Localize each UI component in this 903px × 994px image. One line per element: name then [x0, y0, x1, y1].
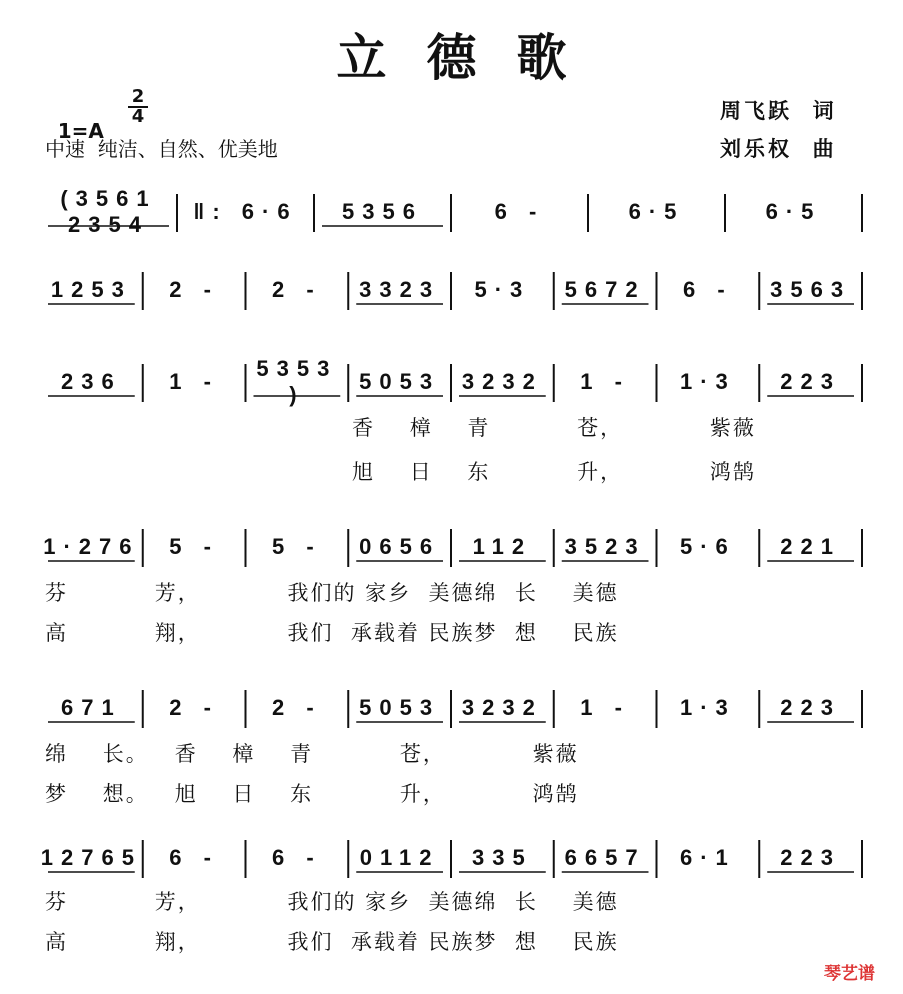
time-sig-denominator: 4: [128, 106, 148, 126]
measure: 671: [61, 695, 122, 720]
measure: 236: [61, 369, 122, 394]
measure: 1·276: [43, 534, 140, 559]
song-title: 立德歌: [336, 28, 607, 87]
measure: 1253: [50, 277, 132, 302]
measure: 0656: [359, 534, 441, 559]
time-signature: [128, 88, 148, 126]
measure: 5356: [342, 199, 423, 224]
measure: 3323: [359, 277, 441, 302]
measure: 12765: [40, 845, 142, 870]
measure: 6 -: [169, 845, 219, 870]
measure: 5·6: [679, 534, 736, 559]
measure: 5053: [359, 369, 441, 394]
measure: 1 -: [580, 695, 630, 720]
measure: 6·5: [765, 199, 822, 224]
lyric-verse-1: 绵 长。 香 樟 青 苍， 紫薇: [45, 742, 579, 766]
key-label: 1=A: [57, 119, 104, 143]
lyric-verse-1: 芬 芳， 我们的 家乡 美德绵 长 美德: [45, 581, 619, 605]
measure: 6657: [564, 845, 646, 870]
lyric-verse-1: 芬 芳， 我们的 家乡 美德绵 长 美德: [45, 890, 619, 914]
measure: 1 -: [169, 369, 219, 394]
measure: 112: [472, 534, 533, 559]
measure: 3232: [461, 369, 543, 394]
measure: 5053: [359, 695, 441, 720]
time-sig-numerator: 2: [131, 86, 145, 107]
measure: 0112: [359, 845, 440, 870]
measure: 6 -: [272, 845, 322, 870]
measure: 2 -: [169, 695, 219, 720]
composer-credit: 刘乐权 曲: [720, 137, 837, 161]
measure: 3523: [564, 534, 646, 559]
measure: 6·1: [679, 845, 736, 870]
tempo-marking: 中速 纯洁、自然、优美地: [45, 137, 278, 161]
lyricist-credit: 周飞跃 词: [720, 99, 837, 123]
measure: 5 -: [272, 534, 322, 559]
measure: 6 -: [494, 199, 545, 224]
measure: 221: [780, 534, 841, 559]
staff-row-1: [0, 186, 903, 252]
measure: 1 -: [580, 369, 630, 394]
measure: 1·3: [679, 369, 736, 394]
measure: 223: [780, 695, 841, 720]
measure: 223: [780, 845, 841, 870]
measure: 223: [780, 369, 841, 394]
lyric-verse-2: 梦 想。 旭 日 东 升， 鸿鹄: [45, 782, 579, 806]
lyrics-block-3: [0, 738, 903, 806]
measure: 2 -: [169, 277, 219, 302]
measure: 5672: [564, 277, 646, 302]
measure: 5·3: [474, 277, 531, 302]
watermark-logo: 琴艺谱: [824, 964, 875, 984]
measure: 2 -: [272, 277, 322, 302]
measure: 5353 ): [256, 356, 338, 407]
measure: (3561 2354: [60, 186, 157, 237]
lyrics-block-1: [0, 412, 903, 484]
measure: 3232: [461, 695, 543, 720]
lyric-verse-1: 香 樟 青 苍， 紫薇: [352, 416, 756, 440]
measure: 6·5: [628, 199, 685, 224]
measure: 2 -: [272, 695, 322, 720]
lyrics-block-4: [0, 886, 903, 954]
measure: 6 -: [683, 277, 733, 302]
measure: 3563: [770, 277, 852, 302]
lyrics-block-2: [0, 577, 903, 645]
lyric-verse-2: 高 翔， 我们 承载着 民族梦 想 民族: [45, 930, 619, 954]
lyric-verse-2: 旭 日 东 升， 鸿鹄: [352, 460, 756, 484]
measure: 1·3: [679, 695, 736, 720]
measure: 5 -: [169, 534, 219, 559]
lyric-verse-2: 高 翔， 我们 承载着 民族梦 想 民族: [45, 621, 619, 645]
measure: ‖: 6·6: [193, 199, 298, 224]
measure: 335: [472, 845, 533, 870]
staff-row-2: [0, 270, 903, 330]
